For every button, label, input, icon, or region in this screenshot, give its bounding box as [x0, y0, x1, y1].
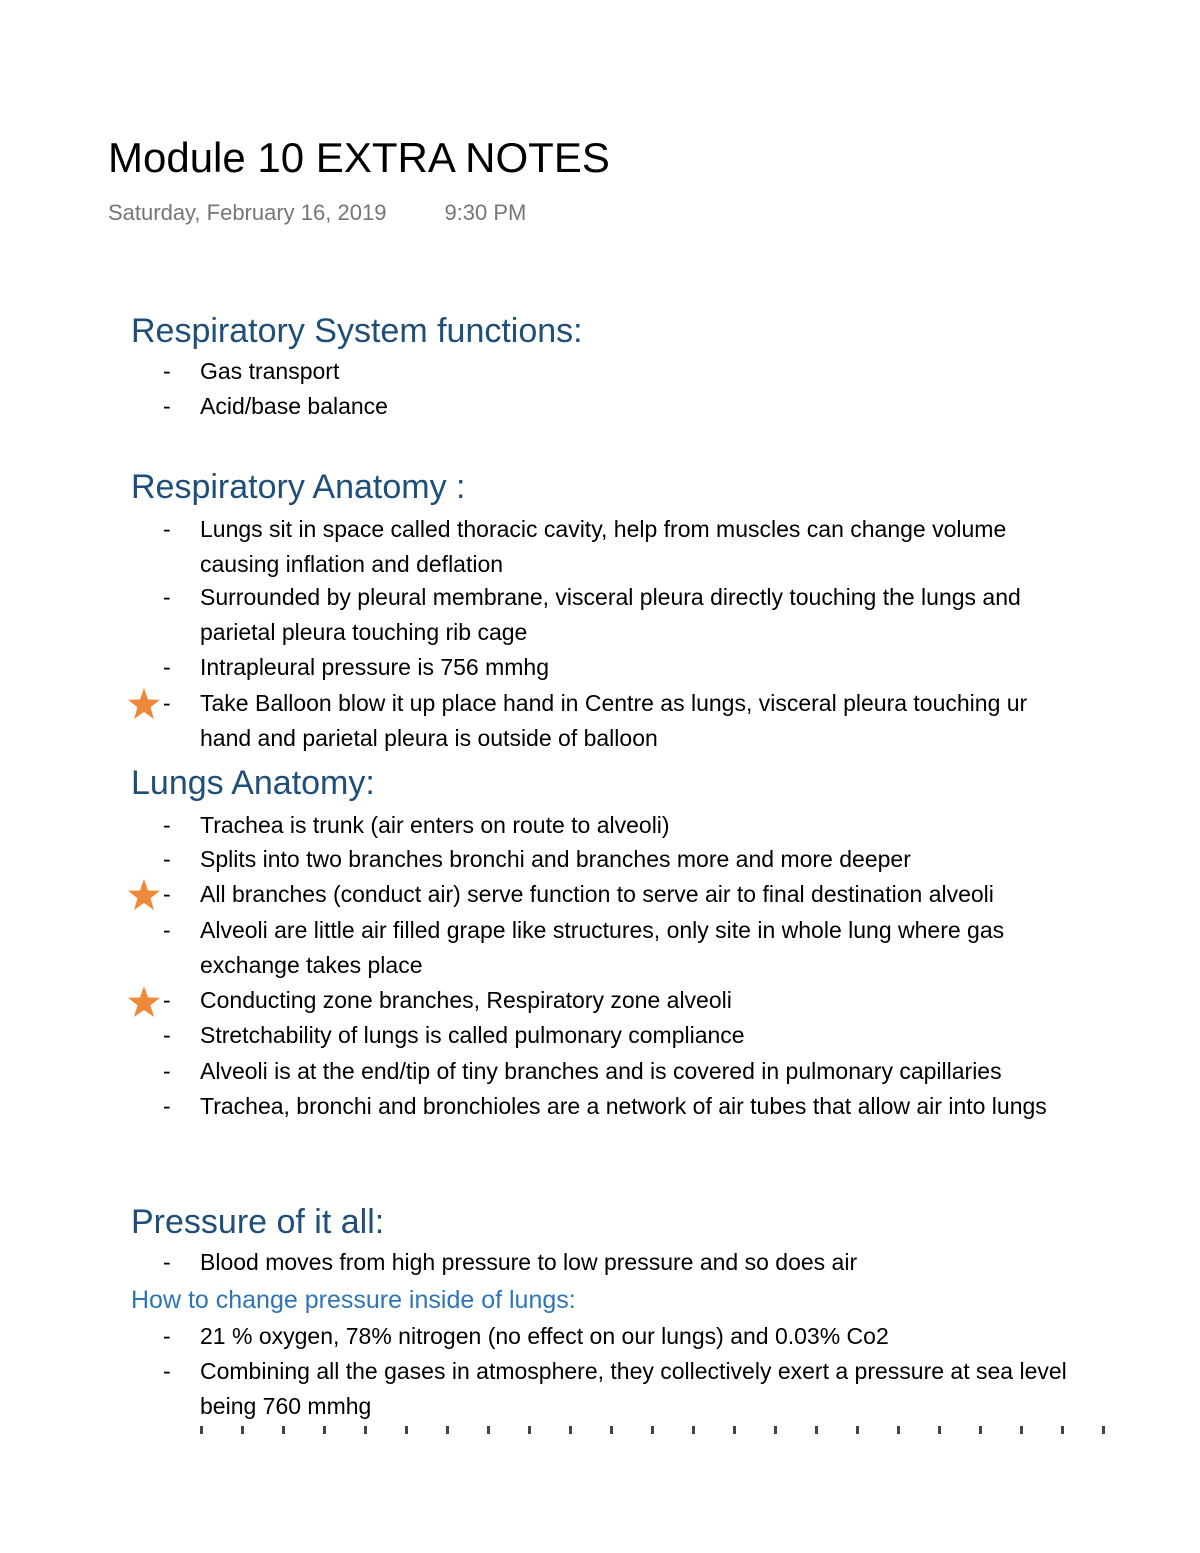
- star-icon: [127, 687, 161, 721]
- bullet-dash: -: [163, 987, 171, 1013]
- bullet-dash: -: [163, 917, 171, 943]
- heading-pressure: Pressure of it all:: [131, 1203, 385, 1241]
- list-item-text: 21 % oxygen, 78% nitrogen (no effect on our lungs) and 0.03% Co2: [200, 1323, 889, 1349]
- bullet-dash: -: [163, 1058, 171, 1084]
- list-item-text: Conducting zone branches, Respiratory zone alveoli: [200, 987, 732, 1013]
- bullet-dash: -: [163, 690, 171, 716]
- bullet-dash: -: [163, 1358, 171, 1384]
- list-item-text-continued: hand and parietal pleura is outside of balloon: [200, 725, 658, 751]
- list-item-text: All branches (conduct air) serve function to serve air to final destination alveoli: [200, 881, 994, 907]
- heading-respiratory-anatomy: Respiratory Anatomy :: [131, 468, 466, 506]
- list-item-text: Splits into two branches bronchi and branches more and more deeper: [200, 846, 911, 872]
- list-item-text: Alveoli are little air filled grape like structures, only site in whole lung where gas: [200, 917, 1005, 943]
- bullet-dash: -: [163, 812, 171, 838]
- list-item-text: Alveoli is at the end/tip of tiny branches and is covered in pulmonary capillaries: [200, 1058, 1002, 1084]
- subheading-change-pressure: How to change pressure inside of lungs:: [131, 1286, 576, 1314]
- list-item-text: Trachea is trunk (air enters on route to alveoli): [200, 812, 670, 838]
- note-time: 9:30 PM: [444, 200, 527, 225]
- list-item-text-continued: exchange takes place: [200, 952, 423, 978]
- list-item-text: Blood moves from high pressure to low pressure and so does air: [200, 1249, 858, 1275]
- list-item-text: Trachea, bronchi and bronchioles are a network of air tubes that allow air into lungs: [200, 1093, 1047, 1119]
- list-item-text-continued: being 760 mmhg: [200, 1393, 372, 1419]
- bullet-dash: -: [163, 1093, 171, 1119]
- page-bottom-blank: [0, 1436, 1200, 1553]
- list-item-text: Stretchability of lungs is called pulmonary compliance: [200, 1022, 745, 1048]
- bullet-dash: -: [163, 881, 171, 907]
- list-item-text: Intrapleural pressure is 756 mmhg: [200, 654, 549, 680]
- list-item-text: Lungs sit in space called thoracic cavity, help from muscles can change volume: [200, 516, 1007, 542]
- heading-respiratory-functions: Respiratory System functions:: [131, 312, 583, 350]
- page-meta: [108, 198, 526, 228]
- list-item-text-continued: causing inflation and deflation: [200, 551, 504, 577]
- list-item-text: Surrounded by pleural membrane, visceral pleura directly touching the lungs and: [200, 584, 1021, 610]
- note-date: Saturday, February 16, 2019: [108, 200, 387, 225]
- bullet-dash: -: [163, 358, 171, 384]
- page-title: Module 10 EXTRA NOTES: [108, 134, 610, 181]
- bullet-dash: -: [163, 584, 171, 610]
- bullet-dash: -: [163, 393, 171, 419]
- clipped-text-line: [200, 1426, 1160, 1436]
- bullet-dash: -: [163, 1323, 171, 1349]
- star-icon: [127, 985, 161, 1019]
- bullet-dash: -: [163, 1249, 171, 1275]
- bullet-dash: -: [163, 516, 171, 542]
- list-item-text: Take Balloon blow it up place hand in Centre as lungs, visceral pleura touching ur: [200, 690, 1028, 716]
- bullet-dash: -: [163, 846, 171, 872]
- bullet-dash: -: [163, 1022, 171, 1048]
- list-item-text: Gas transport: [200, 358, 340, 384]
- star-icon: [127, 878, 161, 912]
- list-item-text: Acid/base balance: [200, 393, 388, 419]
- list-item-text-continued: parietal pleura touching rib cage: [200, 619, 528, 645]
- list-item-text: Combining all the gases in atmosphere, they collectively exert a pressure at sea level: [200, 1358, 1067, 1384]
- bullet-dash: -: [163, 654, 171, 680]
- heading-lungs-anatomy: Lungs Anatomy:: [131, 764, 375, 802]
